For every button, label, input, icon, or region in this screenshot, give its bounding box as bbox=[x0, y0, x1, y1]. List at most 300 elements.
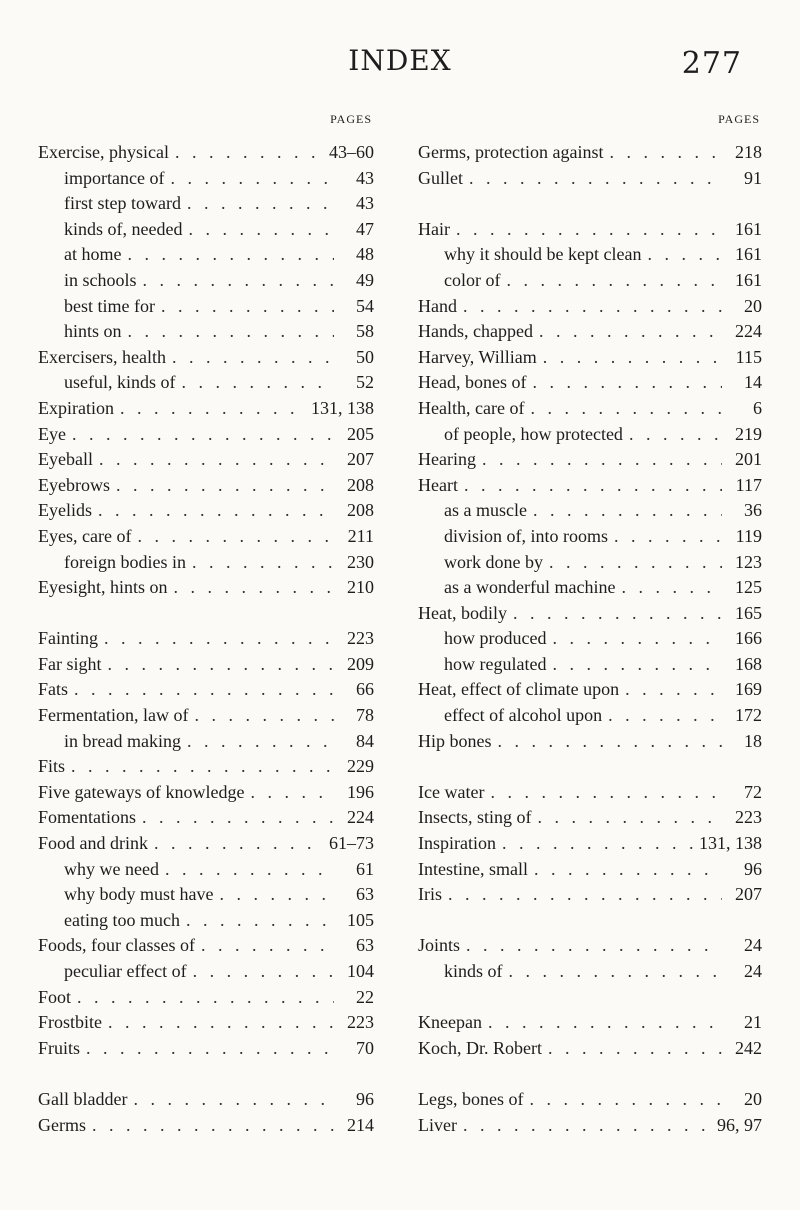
index-entry bbox=[418, 140, 762, 166]
dot-leader bbox=[72, 422, 334, 448]
entry-pages: 21 bbox=[744, 1012, 762, 1033]
dot-leader bbox=[188, 217, 334, 243]
dot-leader bbox=[128, 319, 334, 345]
dot-leader bbox=[539, 319, 722, 345]
entry-term: Gullet bbox=[418, 167, 463, 188]
entry-pages: 20 bbox=[744, 295, 762, 316]
entry-pages: 196 bbox=[347, 781, 374, 802]
dot-leader bbox=[74, 677, 334, 703]
dot-leader bbox=[625, 677, 722, 703]
entry-pages: 169 bbox=[735, 679, 762, 700]
index-entry bbox=[418, 370, 762, 396]
pages-heading: PAGES bbox=[718, 112, 760, 126]
index-subentry bbox=[38, 242, 374, 268]
entry-term: Koch, Dr. Robert bbox=[418, 1037, 542, 1058]
entry-term: effect of alcohol upon bbox=[444, 705, 603, 726]
entry-pages: 165 bbox=[735, 602, 762, 623]
dot-leader bbox=[219, 882, 334, 908]
index-entry bbox=[418, 933, 762, 959]
entry-pages: 223 bbox=[347, 1012, 374, 1033]
entry-spacer bbox=[418, 985, 762, 1011]
dot-leader bbox=[463, 294, 722, 320]
index-entry bbox=[418, 780, 762, 806]
entry-term: of people, how protected bbox=[444, 423, 623, 444]
entry-pages: 58 bbox=[356, 321, 374, 342]
index-entry bbox=[38, 345, 374, 371]
dot-leader bbox=[456, 217, 722, 243]
dot-leader bbox=[609, 140, 722, 166]
dot-leader bbox=[549, 550, 722, 576]
entry-term: Insects, sting of bbox=[418, 807, 532, 828]
index-subentry bbox=[38, 268, 374, 294]
dot-leader bbox=[133, 1087, 334, 1113]
dot-leader bbox=[192, 550, 334, 576]
entry-pages: 6 bbox=[753, 397, 762, 418]
index-subentry bbox=[38, 882, 374, 908]
index-entry bbox=[38, 140, 374, 166]
entry-pages: 24 bbox=[744, 961, 762, 981]
dot-leader bbox=[448, 882, 722, 908]
index-entry bbox=[418, 882, 762, 908]
entry-spacer bbox=[418, 1061, 762, 1087]
index-subentry bbox=[418, 703, 762, 729]
index-entry bbox=[38, 677, 374, 703]
entry-term: Expiration bbox=[38, 397, 114, 418]
entry-term: as a muscle bbox=[444, 500, 527, 521]
entry-term: Food and drink bbox=[38, 833, 148, 854]
index-entry bbox=[38, 805, 374, 831]
index-subentry bbox=[38, 729, 374, 755]
index-subentry bbox=[418, 575, 762, 601]
entry-spacer bbox=[38, 1061, 374, 1087]
entry-term: peculiar effect of bbox=[64, 961, 187, 981]
entry-term: Eyes, care of bbox=[38, 525, 132, 546]
dot-leader bbox=[552, 652, 722, 678]
index-entry bbox=[418, 1036, 762, 1062]
entry-term: why we need bbox=[64, 858, 159, 879]
entry-pages: 230 bbox=[347, 551, 374, 572]
index-subentry bbox=[418, 524, 762, 550]
entry-pages: 47 bbox=[356, 218, 374, 239]
entry-pages: 72 bbox=[744, 781, 762, 802]
dot-leader bbox=[77, 985, 334, 1011]
entry-pages: 119 bbox=[735, 525, 762, 546]
entry-term: Fomentations bbox=[38, 807, 136, 828]
dot-leader bbox=[509, 959, 723, 985]
entry-term: Fermentation, law of bbox=[38, 705, 189, 726]
dot-leader bbox=[201, 933, 334, 959]
dot-leader bbox=[187, 191, 334, 217]
page-number: 277 bbox=[681, 46, 742, 81]
entry-pages: 172 bbox=[735, 705, 762, 726]
entry-term: best time for bbox=[64, 295, 155, 316]
entry-pages: 218 bbox=[735, 142, 762, 162]
dot-leader bbox=[534, 857, 722, 883]
entry-term: as a wonderful machine bbox=[444, 577, 616, 598]
entry-pages: 207 bbox=[735, 884, 762, 905]
dot-leader bbox=[142, 805, 334, 831]
index-subentry bbox=[418, 652, 762, 678]
index-subentry bbox=[418, 550, 762, 576]
dot-leader bbox=[182, 370, 335, 396]
entry-pages: 201 bbox=[735, 449, 762, 470]
dot-leader bbox=[98, 498, 334, 524]
dot-leader bbox=[71, 754, 334, 780]
entry-pages: 161 bbox=[735, 269, 762, 290]
index-entry bbox=[418, 396, 762, 422]
index-entry bbox=[38, 754, 374, 780]
entry-term: Iris bbox=[418, 884, 442, 905]
entry-term: foreign bodies in bbox=[64, 551, 186, 572]
entry-pages: 208 bbox=[347, 474, 374, 495]
entry-term: Heart bbox=[418, 474, 458, 495]
entry-term: Hip bones bbox=[418, 730, 492, 751]
entry-pages: 48 bbox=[356, 244, 374, 265]
entry-term: Ice water bbox=[418, 781, 485, 802]
entry-pages: 211 bbox=[347, 525, 374, 546]
entry-term: Health, care of bbox=[418, 397, 525, 418]
entry-term: Kneepan bbox=[418, 1012, 482, 1033]
entry-pages: 115 bbox=[735, 346, 762, 367]
dot-leader bbox=[469, 166, 722, 192]
entry-term: kinds of, needed bbox=[64, 218, 183, 239]
dot-leader bbox=[513, 601, 722, 627]
entry-pages: 96, 97 bbox=[717, 1114, 762, 1135]
index-entry bbox=[418, 831, 762, 857]
index-subentry bbox=[418, 626, 762, 652]
index-entry-list bbox=[38, 140, 374, 1138]
index-entry bbox=[418, 1010, 762, 1036]
index-entry bbox=[38, 473, 374, 499]
index-entry bbox=[418, 1113, 762, 1139]
entry-term: first step toward bbox=[64, 193, 181, 214]
index-subentry bbox=[38, 857, 374, 883]
index-subentry bbox=[418, 498, 762, 524]
dot-leader bbox=[629, 422, 722, 448]
entry-pages: 22 bbox=[356, 986, 374, 1007]
entry-term: Fruits bbox=[38, 1037, 81, 1058]
dot-leader bbox=[490, 780, 722, 806]
index-entry bbox=[418, 217, 762, 243]
entry-pages: 207 bbox=[347, 449, 374, 470]
entry-pages: 52 bbox=[356, 372, 374, 393]
entry-term: Exercise, physical bbox=[38, 142, 169, 162]
index-entry bbox=[38, 575, 374, 601]
index-entry bbox=[38, 831, 374, 857]
entry-pages: 166 bbox=[735, 628, 762, 649]
entry-pages: 242 bbox=[735, 1037, 762, 1058]
entry-term: Eyeball bbox=[38, 449, 93, 470]
index-subentry bbox=[38, 908, 374, 934]
index-entry bbox=[38, 780, 374, 806]
index-entry bbox=[38, 422, 374, 448]
entry-pages: 63 bbox=[356, 935, 374, 956]
entry-term: work done by bbox=[444, 551, 543, 572]
dot-leader bbox=[482, 447, 722, 473]
index-entry bbox=[38, 1087, 374, 1113]
entry-pages: 66 bbox=[356, 679, 374, 700]
entry-term: Hearing bbox=[418, 449, 476, 470]
page-title: INDEX bbox=[348, 44, 452, 77]
entry-term: division of, into rooms bbox=[444, 525, 609, 546]
dot-leader bbox=[466, 933, 722, 959]
dot-leader bbox=[548, 1036, 722, 1062]
index-column-left bbox=[38, 112, 374, 1138]
entry-pages: 131, 138 bbox=[699, 833, 762, 854]
dot-leader bbox=[187, 729, 334, 755]
index-entry bbox=[418, 805, 762, 831]
dot-leader bbox=[529, 1087, 722, 1113]
entry-pages: 229 bbox=[347, 756, 374, 777]
entry-term: Gall bladder bbox=[38, 1088, 128, 1109]
page-header bbox=[0, 44, 800, 104]
index-entry-list bbox=[418, 140, 762, 1138]
entry-pages: 161 bbox=[735, 218, 762, 239]
dot-leader bbox=[161, 294, 334, 320]
entry-pages: 214 bbox=[347, 1114, 374, 1135]
entry-pages: 43 bbox=[356, 193, 374, 214]
entry-pages: 61 bbox=[356, 858, 374, 879]
entry-term: Eyesight, hints on bbox=[38, 577, 168, 598]
index-subentry bbox=[38, 166, 374, 192]
entry-pages: 49 bbox=[356, 269, 374, 290]
entry-term: color of bbox=[444, 269, 501, 290]
entry-term: Joints bbox=[418, 935, 461, 956]
entry-pages: 91 bbox=[744, 167, 762, 188]
dot-leader bbox=[154, 831, 325, 857]
dot-leader bbox=[120, 396, 307, 422]
entry-pages: 84 bbox=[356, 730, 374, 751]
entry-term: why body must have bbox=[64, 884, 214, 905]
dot-leader bbox=[165, 857, 334, 883]
entry-term: Hair bbox=[418, 218, 450, 239]
entry-pages: 96 bbox=[744, 858, 762, 879]
index-subentry bbox=[418, 242, 762, 268]
entry-pages: 117 bbox=[735, 474, 762, 495]
dot-leader bbox=[552, 626, 722, 652]
entry-term: at home bbox=[64, 244, 122, 265]
entry-term: Eye bbox=[38, 423, 66, 444]
entry-term: Five gateways of knowledge bbox=[38, 781, 245, 802]
index-entry bbox=[38, 933, 374, 959]
dot-leader bbox=[174, 575, 335, 601]
entry-term: Hands, chapped bbox=[418, 321, 533, 342]
dot-leader bbox=[463, 1113, 713, 1139]
index-entry bbox=[38, 1113, 374, 1139]
dot-leader bbox=[647, 242, 722, 268]
dot-leader bbox=[543, 345, 722, 371]
index-entry bbox=[418, 166, 762, 192]
dot-leader bbox=[250, 780, 334, 806]
index-entry bbox=[38, 703, 374, 729]
entry-term: in bread making bbox=[64, 730, 181, 751]
dot-leader bbox=[143, 268, 334, 294]
entry-term: in schools bbox=[64, 269, 137, 290]
entry-pages: 61–73 bbox=[329, 833, 374, 854]
entry-pages: 105 bbox=[347, 909, 374, 930]
dot-leader bbox=[464, 473, 722, 499]
entry-pages: 18 bbox=[744, 730, 762, 751]
dot-leader bbox=[608, 703, 722, 729]
index-subentry bbox=[418, 268, 762, 294]
entry-spacer bbox=[38, 601, 374, 627]
entry-spacer bbox=[418, 191, 762, 217]
entry-term: how regulated bbox=[444, 653, 547, 674]
entry-term: kinds of bbox=[444, 961, 503, 981]
entry-pages: 104 bbox=[347, 961, 374, 981]
index-entry bbox=[418, 447, 762, 473]
entry-term: Harvey, William bbox=[418, 346, 537, 367]
dot-leader bbox=[537, 805, 722, 831]
index-entry bbox=[38, 447, 374, 473]
dot-leader bbox=[108, 652, 334, 678]
entry-term: Liver bbox=[418, 1114, 457, 1135]
index-subentry bbox=[38, 370, 374, 396]
entry-term: eating too much bbox=[64, 909, 180, 930]
entry-term: hints on bbox=[64, 321, 122, 342]
entry-pages: 210 bbox=[347, 577, 374, 598]
entry-term: Eyebrows bbox=[38, 474, 110, 495]
entry-term: Hand bbox=[418, 295, 457, 316]
index-subentry bbox=[418, 422, 762, 448]
index-entry bbox=[38, 626, 374, 652]
pages-heading: PAGES bbox=[330, 112, 372, 126]
entry-term: Eyelids bbox=[38, 500, 92, 521]
entry-term: Foot bbox=[38, 986, 72, 1007]
entry-pages: 70 bbox=[356, 1037, 374, 1058]
entry-term: Heat, bodily bbox=[418, 602, 507, 623]
index-entry bbox=[418, 857, 762, 883]
entry-term: Germs bbox=[38, 1114, 86, 1135]
index-entry bbox=[38, 524, 374, 550]
index-subentry bbox=[38, 550, 374, 576]
dot-leader bbox=[172, 345, 334, 371]
index-entry bbox=[38, 498, 374, 524]
entry-pages: 224 bbox=[347, 807, 374, 828]
index-entry bbox=[418, 294, 762, 320]
dot-leader bbox=[530, 396, 722, 422]
entry-spacer bbox=[418, 754, 762, 780]
dot-leader bbox=[186, 908, 334, 934]
dot-leader bbox=[127, 242, 334, 268]
dot-leader bbox=[498, 729, 723, 755]
entry-term: Foods, four classes of bbox=[38, 935, 195, 956]
dot-leader bbox=[108, 1010, 334, 1036]
entry-pages: 96 bbox=[356, 1088, 374, 1109]
entry-term: how produced bbox=[444, 628, 547, 649]
entry-pages: 219 bbox=[735, 423, 762, 444]
index-entry bbox=[418, 729, 762, 755]
index-entry bbox=[38, 985, 374, 1011]
entry-term: importance of bbox=[64, 167, 165, 188]
entry-term: Far sight bbox=[38, 653, 102, 674]
entry-pages: 43 bbox=[356, 167, 374, 188]
entry-pages: 205 bbox=[347, 423, 374, 444]
entry-pages: 223 bbox=[347, 628, 374, 649]
dot-leader bbox=[614, 524, 722, 550]
entry-pages: 224 bbox=[735, 321, 762, 342]
index-entry bbox=[38, 1036, 374, 1062]
entry-term: useful, kinds of bbox=[64, 372, 176, 393]
dot-leader bbox=[92, 1113, 334, 1139]
index-entry bbox=[38, 1010, 374, 1036]
dot-leader bbox=[488, 1010, 722, 1036]
entry-term: Heat, effect of climate upon bbox=[418, 679, 620, 700]
entry-pages: 63 bbox=[356, 884, 374, 905]
entry-pages: 78 bbox=[356, 705, 374, 726]
entry-pages: 223 bbox=[735, 807, 762, 828]
entry-term: Inspiration bbox=[418, 833, 496, 854]
index-entry bbox=[418, 1087, 762, 1113]
entry-term: Fits bbox=[38, 756, 66, 777]
index-entry bbox=[418, 473, 762, 499]
index-entry bbox=[418, 601, 762, 627]
dot-leader bbox=[170, 166, 334, 192]
dot-leader bbox=[175, 140, 325, 166]
entry-pages: 168 bbox=[735, 653, 762, 674]
dot-leader bbox=[116, 473, 334, 499]
entry-term: Germs, protection against bbox=[418, 142, 604, 162]
index-subentry bbox=[38, 959, 374, 985]
entry-term: Frostbite bbox=[38, 1012, 103, 1033]
index-entry bbox=[418, 345, 762, 371]
entry-pages: 24 bbox=[744, 935, 762, 956]
entry-pages: 43–60 bbox=[329, 142, 374, 162]
dot-leader bbox=[137, 524, 334, 550]
dot-leader bbox=[194, 703, 334, 729]
dot-leader bbox=[621, 575, 722, 601]
dot-leader bbox=[533, 498, 722, 524]
entry-pages: 50 bbox=[356, 346, 374, 367]
entry-pages: 36 bbox=[744, 500, 762, 521]
index-subentry bbox=[418, 959, 762, 985]
index-column-right bbox=[418, 112, 762, 1138]
index-subentry bbox=[38, 191, 374, 217]
dot-leader bbox=[502, 831, 695, 857]
entry-pages: 14 bbox=[744, 372, 762, 393]
entry-spacer bbox=[418, 908, 762, 934]
entry-pages: 131, 138 bbox=[311, 397, 374, 418]
entry-term: Exercisers, health bbox=[38, 346, 166, 367]
dot-leader bbox=[104, 626, 334, 652]
index-subentry bbox=[38, 217, 374, 243]
entry-pages: 20 bbox=[744, 1088, 762, 1109]
entry-term: why it should be kept clean bbox=[444, 244, 642, 265]
index-entry bbox=[418, 319, 762, 345]
dot-leader bbox=[86, 1036, 334, 1062]
entry-pages: 208 bbox=[347, 500, 374, 521]
entry-term: Fainting bbox=[38, 628, 99, 649]
entry-term: Head, bones of bbox=[418, 372, 527, 393]
index-subentry bbox=[38, 294, 374, 320]
dot-leader bbox=[506, 268, 722, 294]
entry-pages: 54 bbox=[356, 295, 374, 316]
index-subentry bbox=[38, 319, 374, 345]
entry-term: Legs, bones of bbox=[418, 1088, 524, 1109]
dot-leader bbox=[532, 370, 722, 396]
index-entry bbox=[38, 396, 374, 422]
entry-pages: 125 bbox=[735, 577, 762, 598]
index-entry bbox=[38, 652, 374, 678]
entry-pages: 161 bbox=[735, 244, 762, 265]
entry-term: Intestine, small bbox=[418, 858, 528, 879]
dot-leader bbox=[193, 959, 334, 985]
entry-pages: 123 bbox=[735, 551, 762, 572]
dot-leader bbox=[99, 447, 334, 473]
index-entry bbox=[418, 677, 762, 703]
entry-pages: 209 bbox=[347, 653, 374, 674]
entry-term: Fats bbox=[38, 679, 69, 700]
